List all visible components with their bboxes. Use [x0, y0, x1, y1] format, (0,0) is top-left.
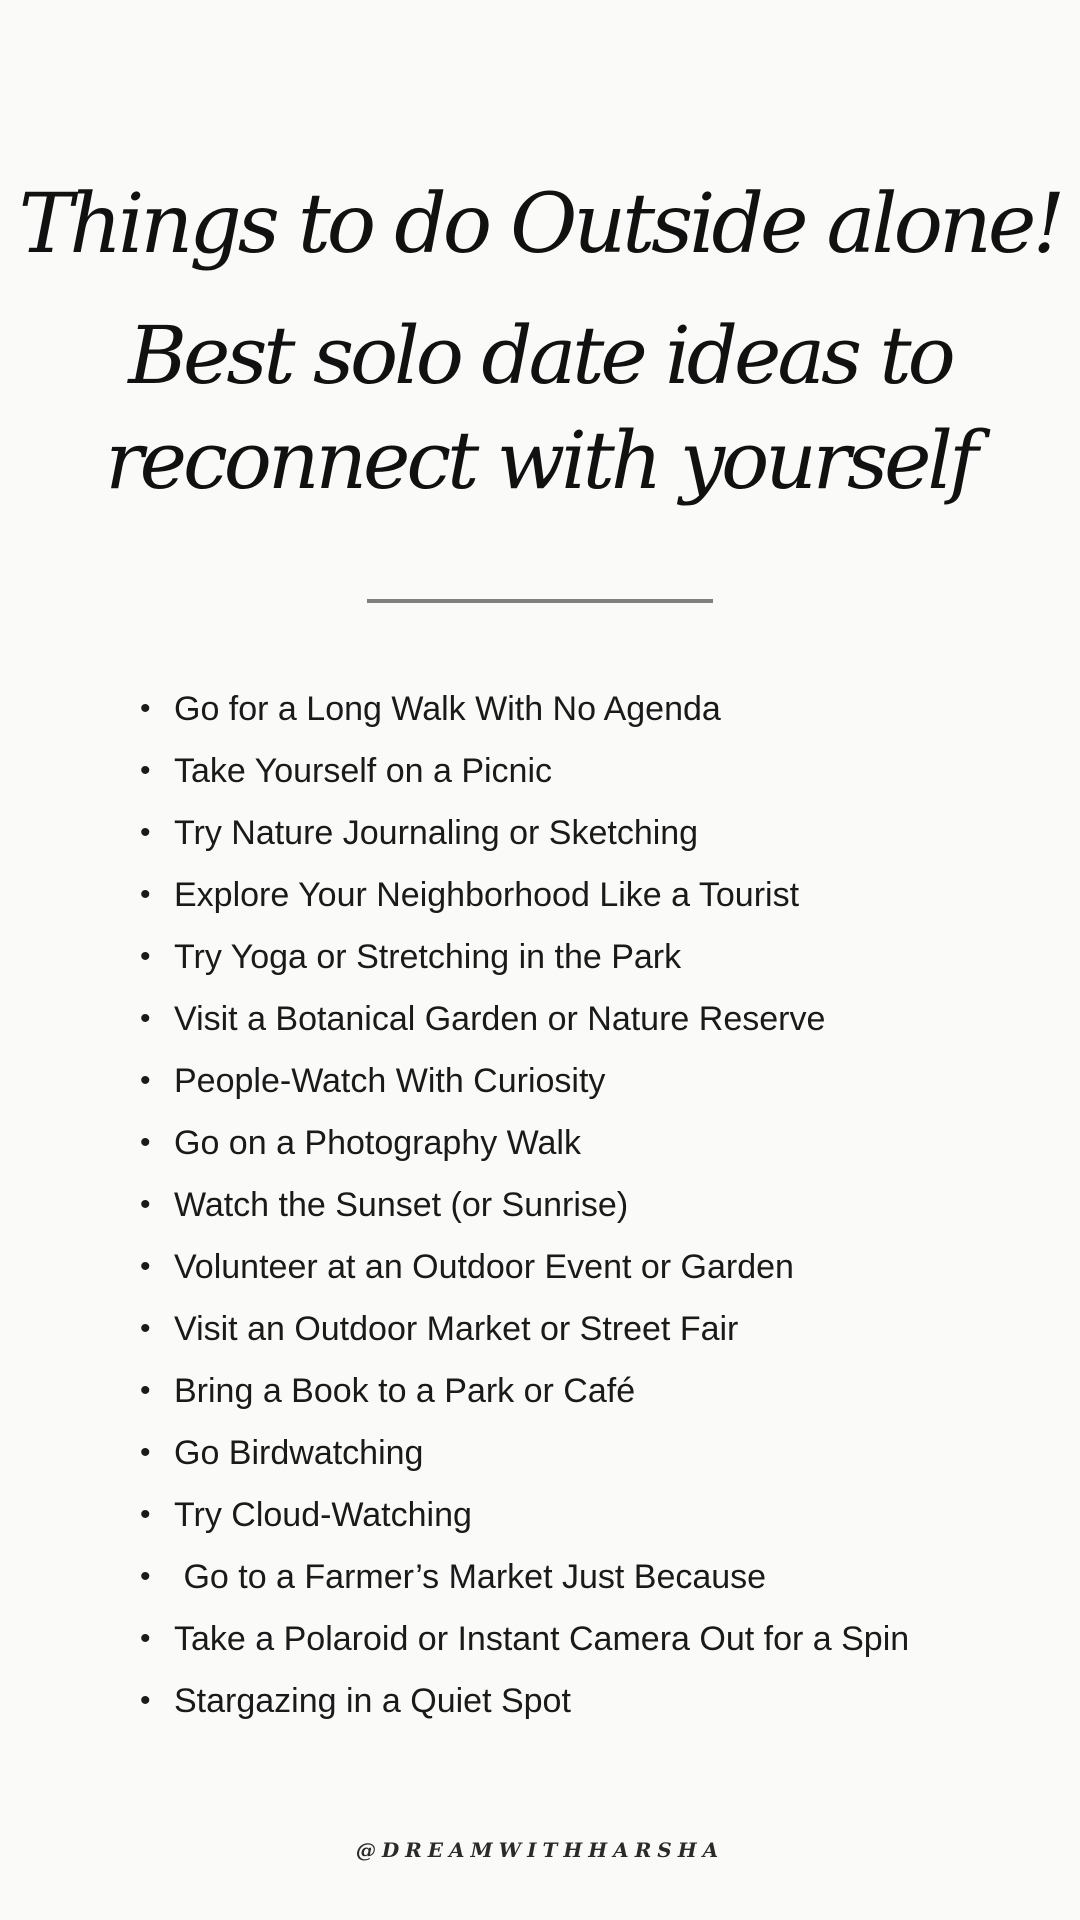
- list-item-text: Take Yourself on a Picnic: [174, 752, 553, 790]
- list-item: [140, 1236, 1040, 1298]
- bullet-icon: •: [140, 940, 151, 973]
- list-item-text: Try Nature Journaling or Sketching: [174, 814, 699, 852]
- list-item-text: Watch the Sunset (or Sunrise): [174, 1186, 629, 1224]
- list-item: [140, 1112, 1040, 1174]
- list-item-text: People-Watch With Curiosity: [174, 1062, 606, 1100]
- list-item-text: Go for a Long Walk With No Agenda: [174, 690, 721, 728]
- list-item: [140, 1050, 1040, 1112]
- list-item: [140, 988, 1040, 1050]
- list-item-text: Try Yoga or Stretching in the Park: [174, 938, 682, 976]
- footer-handle: @DREAMWITHHARSHA: [355, 1838, 725, 1862]
- bullet-icon: •: [140, 692, 151, 725]
- list-item: [140, 1546, 1040, 1608]
- bullet-icon: •: [140, 1002, 151, 1035]
- list-item: [140, 864, 1040, 926]
- list-item: [140, 1174, 1040, 1236]
- list-item: [140, 1484, 1040, 1546]
- list-item-text: Stargazing in a Quiet Spot: [174, 1682, 571, 1720]
- list-item-text: Visit an Outdoor Market or Street Fair: [174, 1310, 739, 1348]
- bullet-icon: •: [140, 1374, 151, 1407]
- bullet-icon: •: [140, 1126, 151, 1159]
- bullet-icon: •: [140, 1684, 151, 1717]
- list-item-text: Explore Your Neighborhood Like a Tourist: [174, 876, 800, 914]
- list-item: [140, 926, 1040, 988]
- list-item-text: Volunteer at an Outdoor Event or Garden: [174, 1248, 794, 1286]
- page-subtitle: [0, 303, 1080, 513]
- bullet-icon: •: [140, 754, 151, 787]
- bullet-icon: •: [140, 816, 151, 849]
- bullet-icon: •: [140, 1622, 151, 1655]
- bullet-icon: •: [140, 1188, 151, 1221]
- list-item-text: Go on a Photography Walk: [174, 1124, 581, 1162]
- list-item: [140, 802, 1040, 864]
- list-item: [140, 1670, 1040, 1732]
- list-item-text: Visit a Botanical Garden or Nature Reserve: [174, 1000, 826, 1038]
- list-item-text: Take a Polaroid or Instant Camera Out for a Spin: [174, 1620, 910, 1658]
- subtitle-line-1: Best solo date ideas to: [128, 309, 952, 402]
- bullet-icon: •: [140, 1312, 151, 1345]
- ideas-list: [140, 678, 1040, 1732]
- list-item-text: Try Cloud-Watching: [174, 1496, 472, 1534]
- list-item-text: Bring a Book to a Park or Café: [174, 1372, 636, 1410]
- list-item-text: Go to a Farmer’s Market Just Because: [174, 1558, 767, 1596]
- list-item-text: Go Birdwatching: [174, 1434, 424, 1472]
- list-item: [140, 740, 1040, 802]
- list-item: [140, 678, 1040, 740]
- divider-line: [367, 599, 713, 603]
- bullet-icon: •: [140, 1064, 151, 1097]
- bullet-icon: •: [140, 1436, 151, 1469]
- list-item: [140, 1608, 1040, 1670]
- bullet-icon: •: [140, 878, 151, 911]
- bullet-icon: •: [140, 1560, 151, 1593]
- list-item: [140, 1360, 1040, 1422]
- bullet-icon: •: [140, 1498, 151, 1531]
- bullet-icon: •: [140, 1250, 151, 1283]
- subtitle-line-2: reconnect with yourself: [105, 414, 975, 507]
- page-title: Things to do Outside alone!: [18, 177, 1062, 272]
- list-item: [140, 1298, 1040, 1360]
- list-item: [140, 1422, 1040, 1484]
